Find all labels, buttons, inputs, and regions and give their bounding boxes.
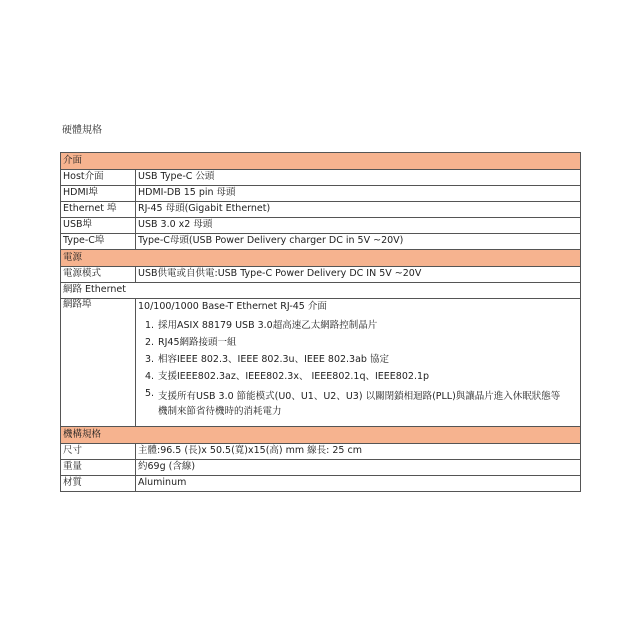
- row-value: 10/100/1000 Base-T Ethernet RJ-45 介面: [138, 301, 327, 312]
- list-item: 採用ASIX 88179 USB 3.0超高速乙太網路控制晶片: [158, 319, 378, 331]
- row-value: 主體:96.5 (長)x 50.5(寬)x15(高) mm 線長: 25 cm: [136, 443, 581, 459]
- section-title: 網路 Ethernet: [61, 283, 581, 299]
- row-value: USB供電或自供電:USB Type-C Power Delivery DC IN 5V ~20V: [136, 267, 581, 283]
- feature-list: [138, 321, 578, 419]
- row-label: Type-C埠: [61, 234, 136, 250]
- section-title: 機構規格: [61, 426, 581, 443]
- row-value: Aluminum: [136, 475, 581, 491]
- row-label: Ethernet 埠: [61, 202, 136, 218]
- list-item: 相容IEEE 802.3、IEEE 802.3u、IEEE 802.3ab 協定: [158, 353, 389, 365]
- table-row: [61, 218, 581, 234]
- table-row: [61, 475, 581, 491]
- table-row: [61, 170, 581, 186]
- section-title: 電源: [61, 250, 581, 267]
- spec-table: [60, 152, 581, 492]
- row-value: USB 3.0 x2 母頭: [136, 218, 581, 234]
- row-value: USB Type-C 公頭: [136, 170, 581, 186]
- list-item: RJ45網路接頭一組: [158, 336, 237, 348]
- section-header-power: [61, 250, 581, 267]
- table-row: [61, 299, 581, 427]
- row-label: 電源模式: [61, 267, 136, 283]
- list-item-text: 支援所有USB 3.0 節能模式(U0、U1、U2、U3) 以關閉鎖相迴路(PLL)與讓晶片進入休眠狀態等機制來節省待機時的消耗電力: [158, 390, 561, 417]
- section-header-mechanical: [61, 426, 581, 443]
- table-row: [61, 267, 581, 283]
- row-label: HDMI埠: [61, 186, 136, 202]
- section-header-interface: [61, 153, 581, 170]
- table-row: [61, 186, 581, 202]
- row-value: Type-C母頭(USB Power Delivery charger DC in 5V ~20V): [136, 234, 581, 250]
- row-label: 材質: [61, 475, 136, 491]
- page-title: 硬體規格: [62, 125, 102, 136]
- list-item: [158, 389, 578, 419]
- network-port-cell: [136, 299, 581, 427]
- row-value: RJ-45 母頭(Gigabit Ethernet): [136, 202, 581, 218]
- table-row: [61, 234, 581, 250]
- row-label: 重量: [61, 459, 136, 475]
- row-value: HDMI-DB 15 pin 母頭: [136, 186, 581, 202]
- section-header-network: [61, 283, 581, 299]
- table-row: [61, 459, 581, 475]
- row-label: 網路埠: [61, 299, 136, 427]
- section-title: 介面: [61, 153, 581, 170]
- row-value: 約69g (含線): [136, 459, 581, 475]
- list-item: 支援IEEE802.3az、IEEE802.3x、 IEEE802.1q、IEEE802.1p: [158, 370, 430, 382]
- table-row: [61, 202, 581, 218]
- row-label: USB埠: [61, 218, 136, 234]
- row-label: Host介面: [61, 170, 136, 186]
- table-row: [61, 443, 581, 459]
- row-label: 尺寸: [61, 443, 136, 459]
